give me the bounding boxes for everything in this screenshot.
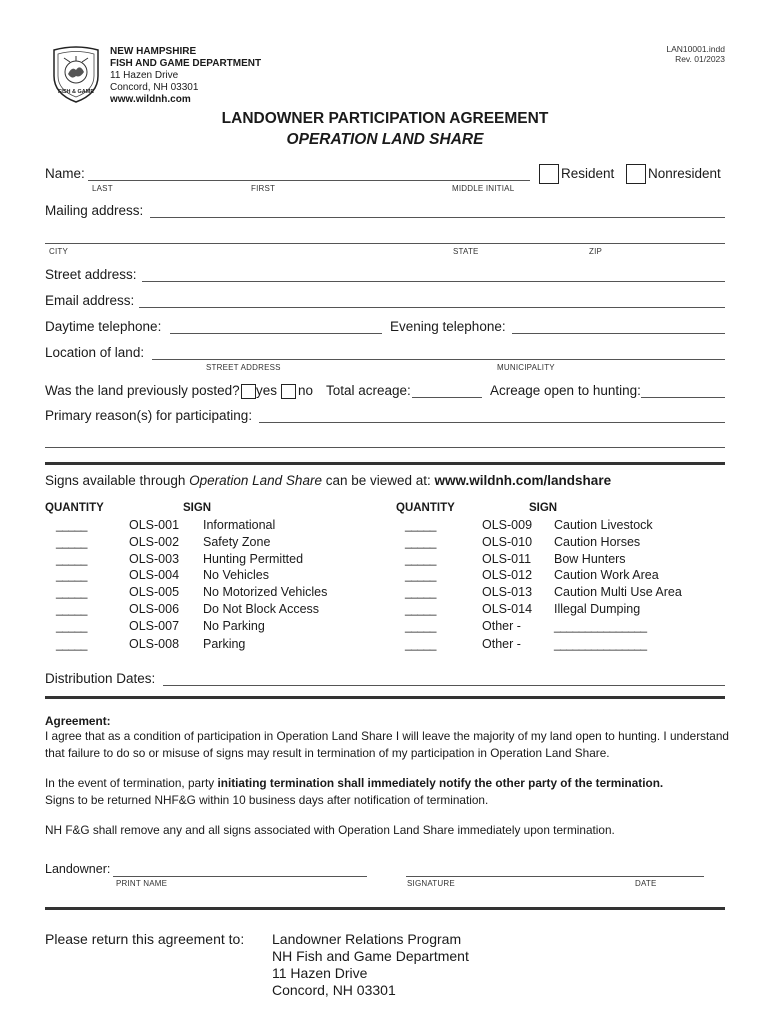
- quantity-header-left: QUANTITY: [45, 502, 104, 514]
- sign-quantity-field[interactable]: _____: [405, 637, 436, 651]
- reason-field-line2[interactable]: [45, 447, 725, 448]
- sign-quantity-field[interactable]: _____: [56, 585, 87, 599]
- zip-sublabel: ZIP: [589, 247, 603, 256]
- sign-quantity-field[interactable]: _____: [405, 619, 436, 633]
- posted-no-checkbox[interactable]: [281, 384, 296, 399]
- sign-code: OLS-005: [129, 585, 180, 599]
- city-state-zip-field[interactable]: [45, 243, 725, 244]
- seal-text: FISH & GAME: [57, 89, 95, 95]
- signs-intro-italic: Operation Land Share: [189, 473, 322, 488]
- nonresident-checkbox[interactable]: [626, 164, 646, 184]
- sign-quantity-field[interactable]: _____: [56, 552, 87, 566]
- signs-intro: [45, 473, 611, 488]
- section-divider-2: [45, 696, 725, 699]
- last-sublabel: LAST: [92, 184, 113, 193]
- reason-field[interactable]: [259, 422, 725, 423]
- print-name-sublabel: PRINT NAME: [116, 879, 168, 888]
- signs-intro-after: can be viewed at:: [321, 473, 435, 488]
- landowner-print-name-field[interactable]: [113, 876, 367, 877]
- sign-name: Caution Horses: [554, 535, 641, 549]
- posted-yes-label: yes: [256, 383, 278, 398]
- total-acreage-label: Total acreage:: [326, 383, 411, 398]
- sign-name: Parking: [203, 637, 246, 651]
- return-line-2: NH Fish and Game Department: [272, 948, 469, 964]
- name-field[interactable]: [88, 180, 530, 181]
- email-label: Email address:: [45, 293, 135, 308]
- sign-name: Informational: [203, 518, 276, 532]
- street-field[interactable]: [142, 281, 725, 282]
- other-sign-field[interactable]: _______________: [554, 619, 647, 633]
- signature-sublabel: SIGNATURE: [407, 879, 455, 888]
- reason-label: Primary reason(s) for participating:: [45, 408, 253, 423]
- sign-name: Safety Zone: [203, 535, 271, 549]
- sign-name: Caution Multi Use Area: [554, 585, 682, 599]
- sign-header-left: SIGN: [183, 502, 212, 514]
- first-sublabel: FIRST: [251, 184, 276, 193]
- sign-name: Hunting Permitted: [203, 552, 304, 566]
- sign-code: OLS-014: [482, 602, 533, 616]
- city-sublabel: CITY: [49, 247, 69, 256]
- sign-code: OLS-002: [129, 535, 180, 549]
- return-line-4: Concord, NH 03301: [272, 982, 396, 998]
- landowner-label: Landowner:: [45, 862, 111, 876]
- sign-quantity-field[interactable]: _____: [405, 552, 436, 566]
- sign-code: OLS-013: [482, 585, 533, 599]
- doc-code: LAN10001.indd: [666, 44, 725, 54]
- page-subtitle: OPERATION LAND SHARE: [286, 131, 484, 148]
- quantity-header-right: QUANTITY: [396, 502, 455, 514]
- total-acreage-field[interactable]: [412, 397, 482, 398]
- sign-quantity-field[interactable]: _____: [56, 602, 87, 616]
- sign-quantity-field[interactable]: _____: [56, 518, 87, 532]
- org-address2: Concord, NH 03301: [110, 82, 199, 93]
- location-field[interactable]: [152, 359, 725, 360]
- mailing-label: Mailing address:: [45, 203, 144, 218]
- sign-code: OLS-009: [482, 518, 533, 532]
- other-sign-field[interactable]: _______________: [554, 637, 647, 651]
- open-acreage-field[interactable]: [641, 397, 725, 398]
- agreement-p2-bold: initiating termination shall immediately notify the other party of the termination.: [217, 776, 664, 790]
- distribution-field[interactable]: [163, 685, 725, 686]
- open-acreage-label: Acreage open to hunting:: [490, 383, 641, 398]
- sign-quantity-field[interactable]: _____: [405, 568, 436, 582]
- agreement-paragraph-3: NH F&G shall remove any and all signs associated with Operation Land Share immediately upon termination.: [45, 823, 615, 837]
- distribution-label: Distribution Dates:: [45, 671, 156, 686]
- agreement-paragraph-1: I agree that as a condition of participation in Operation Land Share I will leave the majority of my land open to hunting. I understand that failure to do so or misuse of signs may result in termination of my participation in Operation Land Share.: [45, 729, 729, 760]
- section-divider-3: [45, 907, 725, 910]
- section-divider: [45, 462, 725, 465]
- page-title: LANDOWNER PARTICIPATION AGREEMENT: [221, 110, 549, 127]
- sign-quantity-field[interactable]: _____: [56, 637, 87, 651]
- daytime-phone-label: Daytime telephone:: [45, 319, 162, 334]
- sign-quantity-field[interactable]: _____: [405, 518, 436, 532]
- daytime-phone-field[interactable]: [170, 333, 382, 334]
- sign-code: Other -: [482, 637, 521, 651]
- sign-code: Other -: [482, 619, 521, 633]
- name-label: Name:: [45, 166, 85, 181]
- sign-code: OLS-012: [482, 568, 533, 582]
- nonresident-label: Nonresident: [648, 166, 721, 181]
- sign-name: No Motorized Vehicles: [203, 585, 328, 599]
- email-field[interactable]: [139, 307, 725, 308]
- return-line-3: 11 Hazen Drive: [272, 965, 368, 981]
- org-address1: 11 Hazen Drive: [110, 70, 179, 81]
- sign-code: OLS-006: [129, 602, 180, 616]
- street-label: Street address:: [45, 267, 137, 282]
- doc-revision: Rev. 01/2023: [675, 54, 725, 64]
- agreement-p2-line2: Signs to be returned NHF&G within 10 business days after notification of termination.: [45, 793, 489, 807]
- posted-no-label: no: [298, 383, 314, 398]
- org-name-line1: NEW HAMPSHIRE: [110, 46, 197, 57]
- sign-name: No Vehicles: [203, 568, 270, 582]
- signs-url-link[interactable]: www.wildnh.com/landshare: [434, 473, 612, 488]
- sign-code: OLS-004: [129, 568, 180, 582]
- department-seal-logo: [50, 46, 102, 104]
- sign-quantity-field[interactable]: _____: [405, 535, 436, 549]
- middle-sublabel: MIDDLE INITIAL: [452, 184, 515, 193]
- org-name-line2: FISH AND GAME DEPARTMENT: [110, 58, 262, 69]
- sign-quantity-field[interactable]: _____: [56, 619, 87, 633]
- agreement-p2-before: In the event of termination, party: [45, 776, 218, 790]
- street-address-sublabel: STREET ADDRESS: [206, 363, 281, 372]
- sign-code: OLS-010: [482, 535, 533, 549]
- sign-code: OLS-008: [129, 637, 180, 651]
- org-website: www.wildnh.com: [110, 94, 191, 105]
- evening-phone-field[interactable]: [512, 333, 725, 334]
- sign-quantity-field[interactable]: _____: [405, 585, 436, 599]
- mailing-field[interactable]: [150, 217, 725, 218]
- agreement-paragraph-2: [45, 775, 735, 809]
- sign-quantity-field[interactable]: _____: [56, 568, 87, 582]
- sign-name: Caution Work Area: [554, 568, 659, 582]
- resident-checkbox[interactable]: [539, 164, 559, 184]
- return-line-1: Landowner Relations Program: [272, 931, 462, 947]
- posted-label: Was the land previously posted?: [45, 383, 240, 398]
- sign-code: OLS-011: [482, 552, 532, 566]
- date-sublabel: DATE: [635, 879, 657, 888]
- sign-name: Bow Hunters: [554, 552, 626, 566]
- state-sublabel: STATE: [453, 247, 479, 256]
- sign-code: OLS-003: [129, 552, 180, 566]
- sign-quantity-field[interactable]: _____: [56, 535, 87, 549]
- return-label: Please return this agreement to:: [45, 931, 245, 947]
- resident-label: Resident: [561, 166, 615, 181]
- sign-header-right: SIGN: [529, 502, 558, 514]
- location-label: Location of land:: [45, 345, 145, 360]
- agreement-heading: Agreement:: [45, 714, 111, 728]
- signature-date-field[interactable]: [406, 876, 704, 877]
- sign-name: Illegal Dumping: [554, 602, 641, 616]
- sign-name: Do Not Block Access: [203, 602, 320, 616]
- sign-code: OLS-001: [129, 518, 180, 532]
- sign-code: OLS-007: [129, 619, 180, 633]
- signs-intro-before: Signs available through: [45, 473, 190, 488]
- sign-name: Caution Livestock: [554, 518, 653, 532]
- evening-phone-label: Evening telephone:: [390, 319, 506, 334]
- sign-quantity-field[interactable]: _____: [405, 602, 436, 616]
- sign-name: No Parking: [203, 619, 265, 633]
- municipality-sublabel: MUNICIPALITY: [497, 363, 555, 372]
- posted-yes-checkbox[interactable]: [241, 384, 256, 399]
